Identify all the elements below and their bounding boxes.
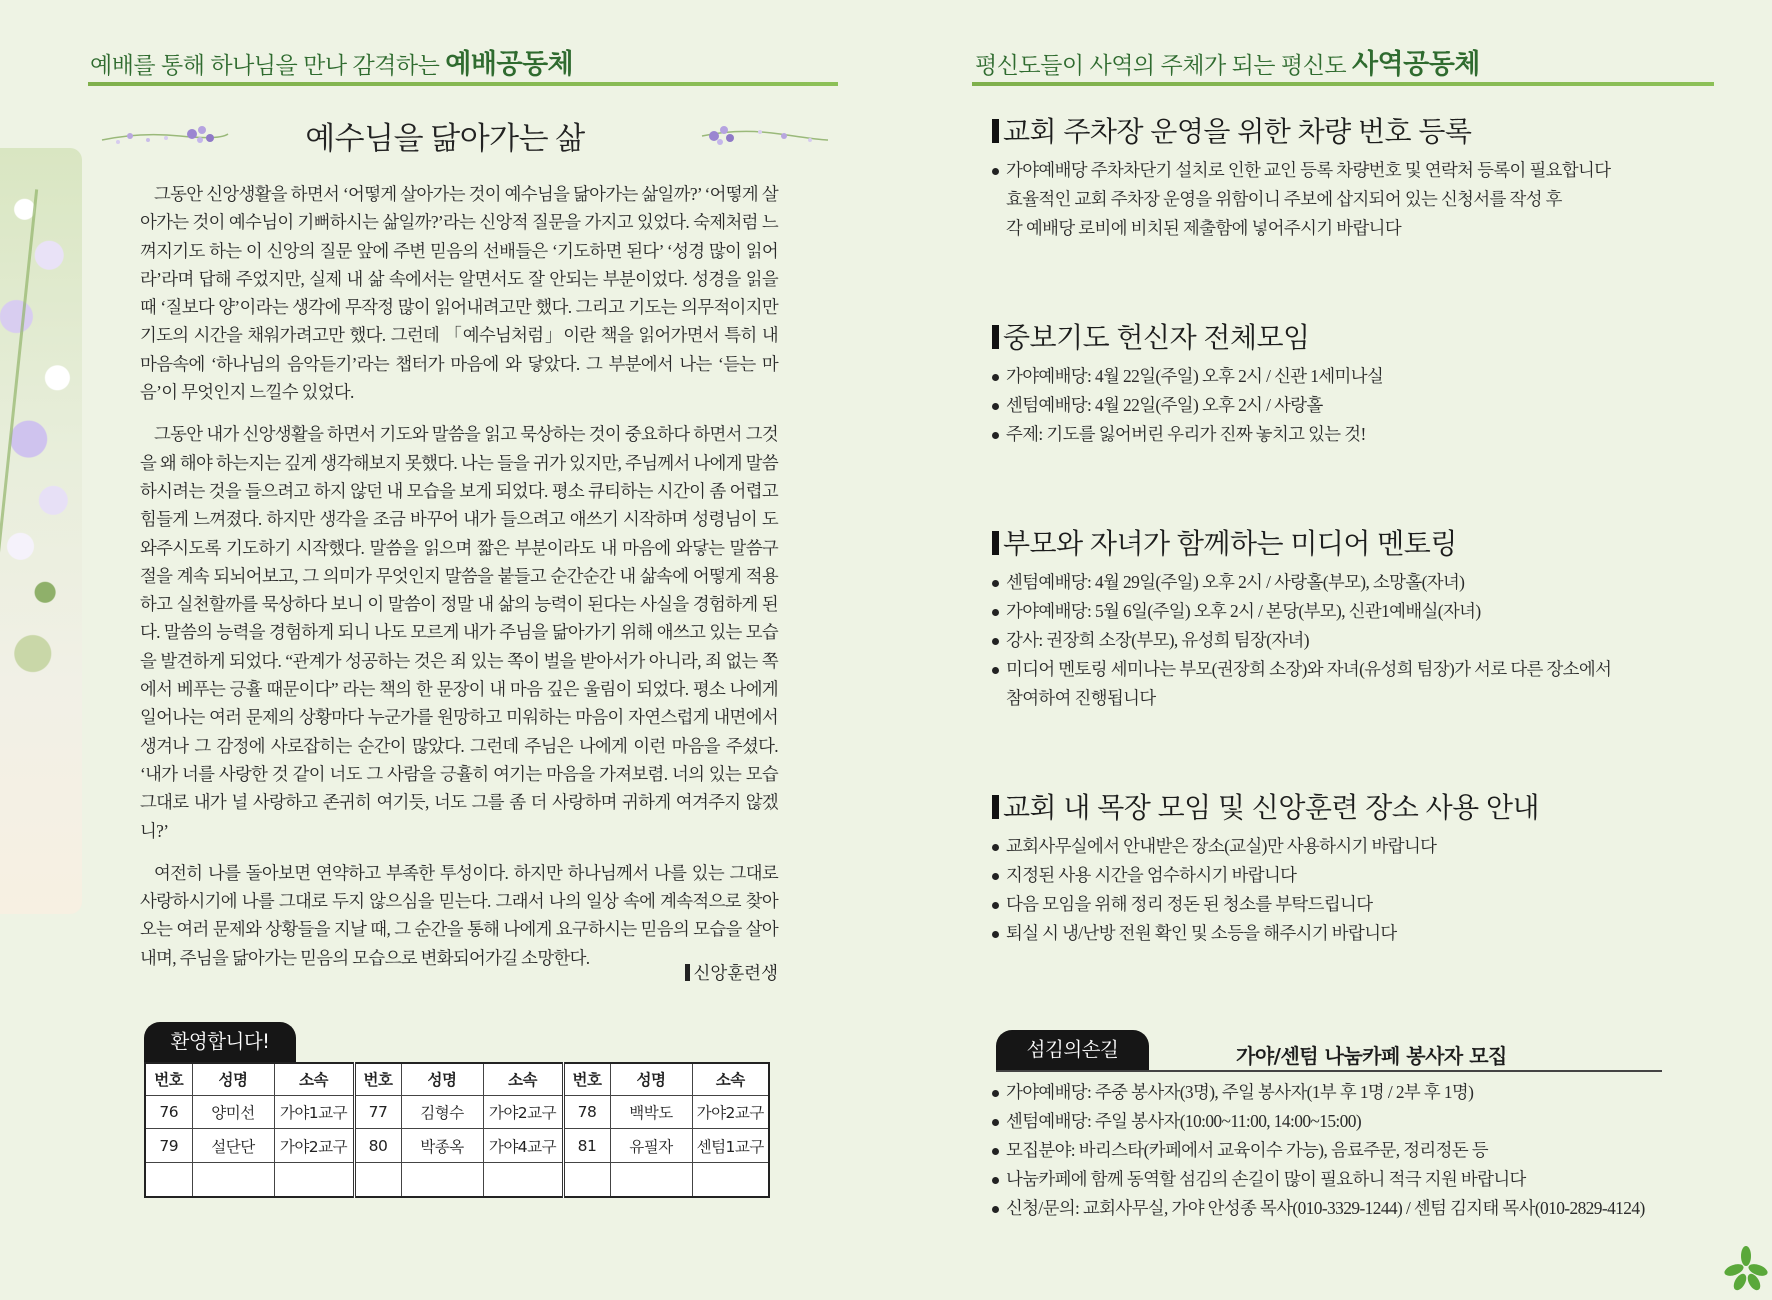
left-header-prefix: 예배를 통해 하나님을 만나 감격하는 — [90, 52, 440, 78]
left-sprig-icon — [100, 118, 230, 154]
table-cell: 77 — [354, 1095, 401, 1129]
notice-item: 각 예배당 로비에 비치된 제출함에 넣어주시기 바랍니다 — [1006, 218, 1402, 238]
table-cell: 가야2교구 — [483, 1095, 563, 1129]
left-header-bold: 예배공동체 — [445, 49, 574, 79]
notice-item: 효율적인 교회 주차장 운영을 위함이니 주보에 삽지되어 있는 신청서를 작성 후 — [1006, 189, 1562, 209]
table-cell: 박종옥 — [401, 1129, 483, 1163]
table-cell: 센텀1교구 — [692, 1129, 769, 1163]
col-header: 소속 — [483, 1063, 563, 1095]
table-cell: 가야4교구 — [483, 1129, 563, 1163]
right-header-bold: 사역공동체 — [1351, 49, 1480, 79]
article-author — [620, 960, 778, 985]
notice-rooms — [992, 790, 1712, 948]
left-section-header — [90, 42, 573, 81]
welcome-tab: 환영합니다! — [144, 1022, 296, 1062]
notice-title: 교회 주차장 운영을 위한 차량 번호 등록 — [992, 114, 1712, 150]
notice-parking — [992, 114, 1712, 243]
article-title: 예수님을 닮아가는 삶 — [305, 121, 585, 156]
flower-photo — [0, 148, 82, 914]
col-header: 번호 — [354, 1063, 401, 1095]
serve-item: 나눔카페에 함께 동역할 섬김의 손길이 많이 필요하니 적극 지원 바랍니다 — [992, 1165, 1712, 1194]
table-cell: 79 — [145, 1129, 192, 1163]
notice-item: 가야예배당: 5월 6일(주일) 오후 2시 / 본당(부모), 신관1예배실(자녀) — [992, 597, 1712, 626]
table-cell: 가야2교구 — [692, 1095, 769, 1129]
table-cell: 가야1교구 — [274, 1095, 354, 1129]
table-cell: 80 — [354, 1129, 401, 1163]
col-header: 번호 — [145, 1063, 192, 1095]
col-header: 소속 — [274, 1063, 354, 1095]
table-cell: 81 — [563, 1129, 610, 1163]
notice-item: 교회사무실에서 안내받은 장소(교실)만 사용하시기 바랍니다 — [992, 832, 1712, 861]
leaf-icon — [1722, 1244, 1770, 1292]
table-row-empty — [145, 1162, 769, 1197]
table-row — [145, 1095, 769, 1129]
serve-rule — [996, 1070, 1662, 1072]
right-section-header — [975, 42, 1480, 81]
serve-tab: 섬김의손길 — [996, 1030, 1149, 1070]
article-body — [140, 180, 778, 986]
table-cell: 76 — [145, 1095, 192, 1129]
col-header: 성명 — [401, 1063, 483, 1095]
right-header-rule — [972, 82, 1714, 86]
notice-item: 지정된 사용 시간을 엄수하시기 바랍니다 — [992, 861, 1712, 890]
article-paragraph: 여전히 나를 돌아보면 연약하고 부족한 투성이다. 하지만 하나님께서 나를 있는 그대로 사랑하시기에 나를 그대로 두지 않으심을 믿는다. 그래서 나의 일상 속에 계속적으로 찾아오는 여러 문제와 상황들을 지날 때, 그 순간을 통해 나에게 요구하시는 믿음의 모습을 살아내며, 주님을 닮아가는 믿음의 모습으로 변화되어가길 소망한다. — [140, 862, 778, 968]
left-header-rule — [88, 82, 838, 86]
notice-title: 부모와 자녀가 함께하는 미디어 멘토링 — [992, 526, 1712, 562]
notice-item: 강사: 권장희 소장(부모), 유성희 팀장(자녀) — [992, 626, 1712, 655]
article-paragraph: 그동안 내가 신앙생활을 하면서 기도와 말씀을 읽고 묵상하는 것이 중요하다 하면서 그것을 왜 해야 하는지는 깊게 생각해보지 못했다. 나는 들을 귀가 있지만, 주님께서 나에게 말씀하시려는 것을 들으려고 하지 않던 내 모습을 보게 되었다. 평소 큐티하는 시간이 좀 어렵고 힘들게 느껴졌다. 하지만 생각을 조금 바꾸어 내가 들으려고 애쓰기 시작하며 성령님이 도와주시도록 기도하기 시작했다. 말씀을 읽으며 짧은 부분이라도 내 마음에 와닿는 말씀구절을 계속 되뇌어보고, 그 의미가 무엇인지 말씀을 붙들고 순간순간 내 삶속에 어떻게 적용하고 실천할까를 묵상하다 보니 이 말씀이 정말 내 삶의 능력이 된다는 사실을 경험하게 된다. 말씀의 능력을 경험하게 되니 나도 모르게 내가 주님을 닮아가기 위해 애쓰고 있는 모습을 발견하게 되었다. “관계가 성공하는 것은 죄 있는 쪽이 벌을 받아서가 아니라, 죄 없는 쪽에서 베푸는 긍휼 때문이다” 라는 책의 한 문장이 내 마음 깊은 울림이 되었다. 평소 나에게 일어나는 여러 문제의 상황마다 누군가를 원망하고 미워하는 마음이 자연스럽게 내면에서 생겨나 그 감정에 사로잡히는 순간이 많았다. 그런데 주님은 나에게 이런 마음을 주셨다. ‘내가 너를 사랑한 것 같이 너도 그 사람을 긍휼히 여기는 마음을 가져보렴. 너의 있는 모습 그대로 내가 널 사랑하고 존귀히 여기듯, 너도 그를 좀 더 사랑하며 귀하게 여겨주지 않겠니?’ — [140, 424, 778, 841]
table-cell: 유필자 — [610, 1129, 692, 1163]
article-paragraph: 그동안 신앙생활을 하면서 ‘어떻게 살아가는 것이 예수님을 닮아가는 삶일까?’ ‘어떻게 살아가는 것이 예수님이 기뻐하시는 삶일까?’라는 신앙적 질문을 가지고 있었다. 숙제처럼 느껴지기도 하는 이 신앙의 질문 앞에 주변 믿음의 선배들은 ‘기도하면 된다’ ‘성경 많이 읽어라’라며 답해 주었지만, 실제 내 삶 속에서는 알면서도 잘 안되는 부분이었다. 성경을 읽을 때 ‘질보다 양’이라는 생각에 무작정 많이 읽어내려고만 했다. 그리고 기도는 의무적이지만 기도의 시간을 채워가려고만 했다. 그런데 「예수님처럼」이란 책을 읽어가면서 특히 내 마음속에 ‘하나님의 음악듣기’라는 챕터가 마음에 와 닿았다. 그 부분에서 나는 ‘듣는 마음’이 무엇인지 느낄수 있었다. — [140, 184, 778, 403]
notice-item: 미디어 멘토링 세미나는 부모(권장희 소장)와 자녀(유성희 팀장)가 서로 다른 장소에서 — [992, 655, 1712, 684]
notice-item: 센텀예배당: 4월 22일(주일) 오후 2시 / 사랑홀 — [992, 391, 1712, 420]
notice-item: 참여하여 진행됩니다 — [1006, 688, 1156, 708]
serve-list — [992, 1078, 1712, 1223]
col-header: 번호 — [563, 1063, 610, 1095]
serve-item: 모집분야: 바리스타(카페에서 교육이수 가능), 음료주문, 정리정돈 등 — [992, 1136, 1712, 1165]
welcome-table — [144, 1062, 770, 1198]
serve-item: 가야예배당: 주중 봉사자(3명), 주일 봉사자(1부 후 1명 / 2부 후 1명) — [992, 1078, 1712, 1107]
notice-title: 교회 내 목장 모임 및 신앙훈련 장소 사용 안내 — [992, 790, 1712, 826]
table-cell: 가야2교구 — [274, 1129, 354, 1163]
table-cell: 백박도 — [610, 1095, 692, 1129]
table-row — [145, 1129, 769, 1163]
notice-item: 가야예배당 주차차단기 설치로 인한 교인 등록 차량번호 및 연락처 등록이 필요합니다 — [992, 156, 1712, 185]
notice-item: 센텀예배당: 4월 29일(주일) 오후 2시 / 사랑홀(부모), 소망홀(자녀) — [992, 568, 1712, 597]
notice-item: 다음 모임을 위해 정리 정돈 된 청소를 부탁드립니다 — [992, 890, 1712, 919]
notice-item: 가야예배당: 4월 22일(주일) 오후 2시 / 신관 1세미나실 — [992, 362, 1712, 391]
author-name: 신앙훈련생 — [693, 963, 778, 983]
col-header: 소속 — [692, 1063, 769, 1095]
serve-item: 신청/문의: 교회사무실, 가야 안성종 목사(010-3329-1244) / 센텀 김지태 목사(010-2829-4124) — [992, 1194, 1712, 1223]
notice-title: 중보기도 헌신자 전체모임 — [992, 320, 1712, 356]
table-cell: 78 — [563, 1095, 610, 1129]
notice-item: 퇴실 시 냉/난방 전원 확인 및 소등을 해주시기 바랍니다 — [992, 919, 1712, 948]
serve-item: 센텀예배당: 주일 봉사자(10:00~11:00, 14:00~15:00) — [992, 1107, 1712, 1136]
table-cell: 설단단 — [192, 1129, 274, 1163]
col-header: 성명 — [610, 1063, 692, 1095]
col-header: 성명 — [192, 1063, 274, 1095]
table-cell: 김형수 — [401, 1095, 483, 1129]
right-sprig-icon — [700, 118, 830, 154]
table-cell: 양미선 — [192, 1095, 274, 1129]
welcome-header-row — [145, 1063, 769, 1095]
right-header-prefix: 평신도들이 사역의 주체가 되는 평신도 — [975, 52, 1347, 78]
notice-item: 주제: 기도를 잃어버린 우리가 진짜 놓치고 있는 것! — [992, 420, 1712, 449]
notice-prayer — [992, 320, 1712, 449]
notice-media — [992, 526, 1712, 713]
serve-title: 가야/센텀 나눔카페 봉사자 모집 — [1236, 1044, 1507, 1068]
